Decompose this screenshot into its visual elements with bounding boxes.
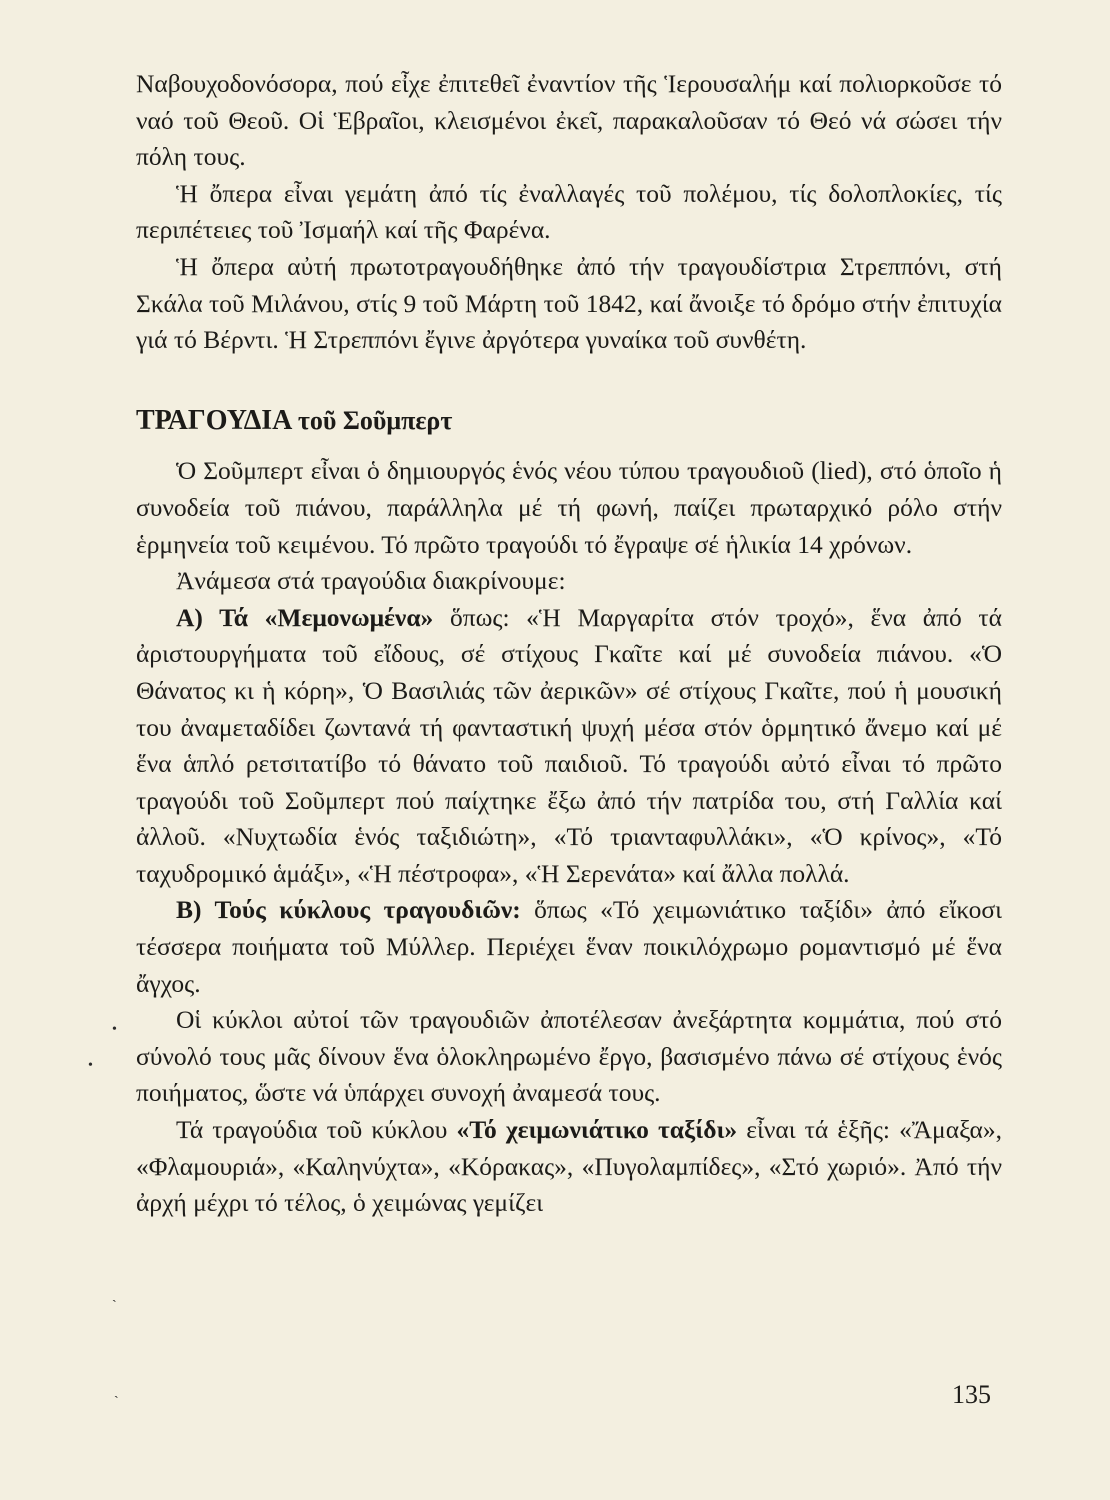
section-heading (136, 403, 1002, 440)
paragraph-winter-journey (136, 1112, 1002, 1222)
paragraph-opera-content: Ἡ ὄπερα εἶναι γεμάτη ἀπό τίς ἐναλλαγές τοῦ πολέμου, τίς δολοπλοκίες, τίς περιπέτειες τοῦ Ἰσμαήλ καί τῆς Φαρένα. (136, 178, 1002, 245)
paragraph-songs-list-intro: Ἀνάμεσα στά τραγούδια διακρίνουμε: (176, 566, 566, 596)
paragraph-item-b (136, 892, 1002, 1002)
page-number: 135 (952, 1380, 991, 1409)
last-para-start: Τά τραγούδια τοῦ κύκλου (176, 1115, 457, 1145)
paragraph-item-a (136, 600, 1002, 893)
item-a-label: Α) Τά «Μεμονωμένα» (176, 602, 434, 632)
last-para-end: εἶναι τά ἑξῆς: «Ἄμαξα», «Φλαμουριά», «Καληνύχτα», «Κόρακας», «Πυγολαμπίδες», «Στό χωριό». Ἀπό τήν ἀρχή μέχρι τό τέλος, ὁ χειμώνας γεμίζει (136, 1115, 1002, 1218)
last-para-bold: «Τό χειμωνιάτικο ταξίδι» (456, 1115, 738, 1145)
item-b-label: Β) Τούς κύκλους τραγουδιῶν: (176, 895, 521, 925)
paragraph-opera-premiere: Ἡ ὄπερα αὐτή πρωτοτραγουδήθηκε ἀπό τήν τραγουδίστρια Στρεππόνι, στή Σκάλα τοῦ Μιλάνου, στίς 9 τοῦ Μάρτη τοῦ 1842, καί ἄνοιξε τό δρόμο στήν ἐπιτυχία γιά τό Βέρντι. Ἡ Στρεππόνι ἔγινε ἀργότερα γυναίκα τοῦ συνθέτη. (136, 251, 1002, 355)
item-a-text: ὅπως: «Ἡ Μαργαρίτα στόν τροχό», ἕνα ἀπό τά ἀριστουργήματα τοῦ εἴδους, σέ στίχους Γκαῖτε καί μέ συνοδεία πιάνου. «Ὁ Θάνατος κι ἡ κόρη», Ὁ Βασιλιάς τῶν ἀερικῶν» σέ στίχους Γκαῖτε, πού ἡ μουσική του ἀναμεταδίδει ζωντανά τή φανταστική ψυχή μέσα στόν ὁρμητικό ἄνεμο καί μέ ἕνα ἁπλό ρετσιτατίβο τό θάνατο τοῦ παιδιοῦ. Τό τραγούδι αὐτό εἶναι τό πρῶτο τραγούδι τοῦ Σοῦμπερτ πού παίχτηκε ἔξω ἀπό τήν πατρίδα του, στή Γαλλία καί ἀλλοῦ. «Νυχτωδία ἑνός ταξιδιώτη», «Τό τριανταφυλλάκι», «Ὁ κρίνος», «Τό ταχυδρομικό ἁμάξι», «Ἡ πέστροφα», «Ἡ Σερενάτα» καί ἄλλα πολλά. (136, 602, 1003, 888)
section-heading-rest: τοῦ Σοῦμπερτ (297, 405, 453, 435)
section-heading-main: ΤΡΑΓΟΥΔΙΑ (136, 404, 291, 436)
margin-mark: • (88, 1058, 93, 1073)
margin-mark: ˎ (112, 1288, 117, 1303)
margin-mark: ˏ (114, 1384, 119, 1399)
body-text (136, 66, 1002, 1222)
paragraph-schubert-intro: Ὁ Σοῦμπερτ εἶναι ὁ δημιουργός ἑνός νέου τύπου τραγουδιοῦ (lied), στό ὁποῖο ἡ συνοδεία τοῦ πιάνου, παράλληλα μέ τή φωνή, παίζει πρωταρχικό ρόλο στήν ἑρμηνεία τοῦ κειμένου. Τό πρῶτο τραγούδι τό ἔγραψε σέ ἡλικία 14 χρόνων. (136, 456, 1002, 559)
item-b-text: ὅπως «Τό χειμωνιάτικο ταξίδι» ἀπό εἴκοσι τέσσερα ποιήματα τοῦ Μύλλερ. Περιέχει ἕναν ποικιλόχρωμο ρομαντισμό μέ ἕνα ἄγχος. (136, 895, 1002, 998)
paragraph-nabucco-intro: Ναβουχοδονόσορα, πού εἶχε ἐπιτεθεῖ ἐναντίον τῆς Ἱερουσαλήμ καί πολιορκοῦσε τό ναό τοῦ Θεοῦ. Οἱ Ἑβραῖοι, κλεισμένοι ἐκεῖ, παρακαλοῦσαν τό Θεό νά σώσει τήν πόλη τους. (136, 69, 1002, 172)
margin-mark: • (112, 1022, 117, 1037)
paragraph-song-cycles: Οἱ κύκλοι αὐτοί τῶν τραγουδιῶν ἀποτέλεσαν ἀνεξάρτητα κομμάτια, πού στό σύνολό τους μᾶς δίνουν ἕνα ὁλοκληρωμένο ἔργο, βασισμένο πάνω σέ στίχους ἑνός ποιήματος, ὥστε νά ὑπάρχει συνοχή ἀναμεσά τους. (136, 1005, 1002, 1108)
